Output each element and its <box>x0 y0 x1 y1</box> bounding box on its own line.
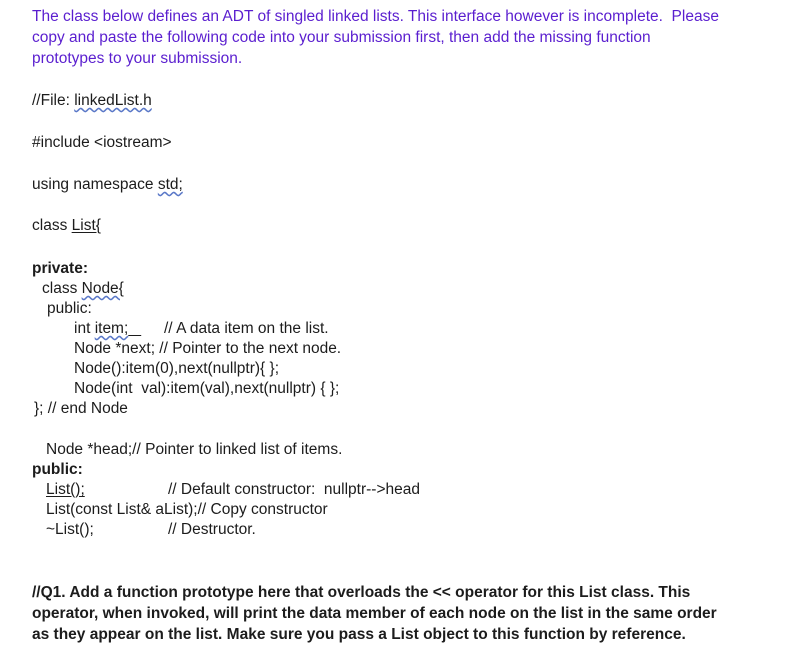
class-name: List{ <box>71 217 101 234</box>
list-ctor-comment: // Default constructor: nullptr-->head <box>168 481 420 498</box>
public-label: public: <box>32 461 83 478</box>
class-keyword: class <box>32 217 72 234</box>
node-class-keyword: class <box>42 280 82 297</box>
dtor-comment: // Destructor. <box>168 521 256 538</box>
copy-ctor-line: List(const List& aList);// Copy constructor <box>46 501 328 518</box>
node-class-name: Node{ <box>81 280 124 297</box>
list-ctor: List(); <box>46 481 85 498</box>
node-public-label: public: <box>47 300 92 317</box>
head-decl-line: Node *head;// Pointer to linked list of items. <box>46 441 343 458</box>
using-prefix: using namespace <box>32 176 158 193</box>
using-std: std; <box>157 176 183 193</box>
node-value-ctor: Node(int val):item(val),next(nullptr) { }; <box>74 380 340 397</box>
question-line-1: //Q1. Add a function prototype here that overloads the << operator for this List class. This <box>32 584 691 601</box>
item-decl <box>74 319 141 339</box>
dtor-line <box>46 520 766 580</box>
node-class-line <box>42 279 124 299</box>
question-line-2: operator, when invoked, will print the data member of each node on the list in the same order <box>32 605 717 622</box>
intro-line-2: copy and paste the following code into your submission first, then add the missing function <box>32 29 651 46</box>
item-comment: // A data item on the list. <box>164 320 329 337</box>
intro-line-1: The class below defines an ADT of singled linked lists. This interface however is incomplete. Please <box>32 8 719 25</box>
include-line: #include <iostream> <box>32 134 172 151</box>
question-line-3: as they appear on the list. Make sure you pass a List object to this function by reference. <box>32 626 686 643</box>
using-line <box>32 175 183 195</box>
node-default-ctor: Node():item(0),next(nullptr){ }; <box>74 360 280 377</box>
file-comment <box>32 91 152 111</box>
file-comment-prefix: //File: <box>32 92 75 109</box>
intro-line-3: prototypes to your submission. <box>32 50 243 67</box>
next-decl-line: Node *next; // Pointer to the next node. <box>74 340 342 357</box>
item-decl-type: int <box>74 320 95 337</box>
item-decl-name: item; <box>94 320 129 337</box>
private-label: private: <box>32 260 88 277</box>
file-name: linkedList.h <box>74 92 152 109</box>
end-node-line: }; // end Node <box>34 400 128 417</box>
class-line <box>32 216 101 236</box>
dtor: ~List(); <box>46 521 94 538</box>
